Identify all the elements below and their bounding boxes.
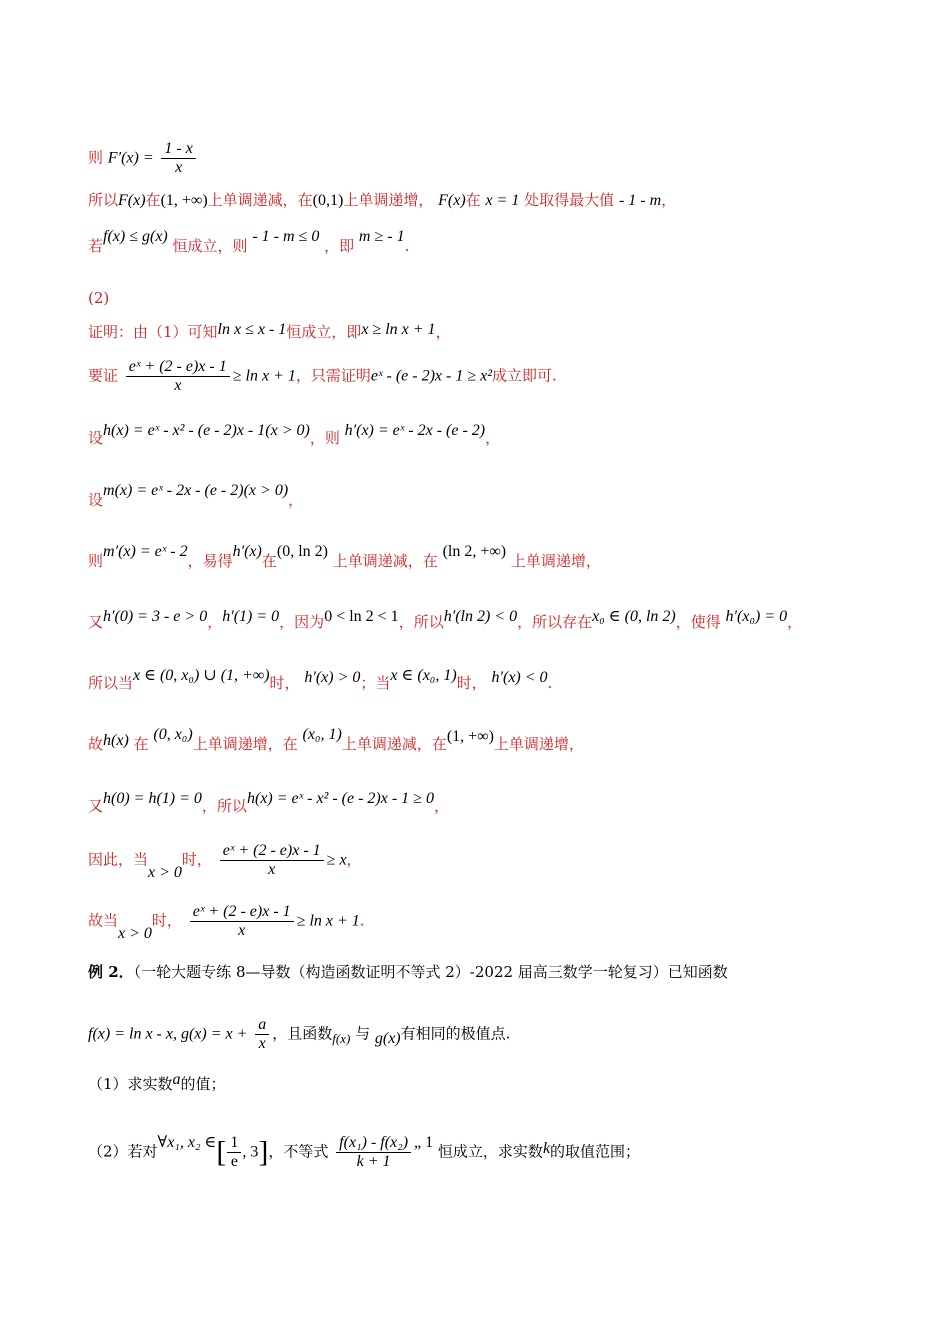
text: 上单调递增， <box>493 735 584 753</box>
formula: F(x) <box>118 192 146 209</box>
text: ，所以存在 <box>517 613 593 631</box>
text: 的取值范围； <box>550 1142 641 1161</box>
text: 上单调递减，在 <box>332 552 438 570</box>
formula: h′(x₀) = 0 <box>725 608 788 625</box>
text: 有相同的极值点. <box>400 1024 511 1043</box>
fraction <box>220 842 324 879</box>
text: ，易得 <box>187 552 233 570</box>
text: ， <box>433 797 449 815</box>
example-2-line-2 <box>88 1016 510 1053</box>
text: 则 <box>88 552 104 570</box>
solution-line-15 <box>88 903 365 940</box>
formula: h(x) = eˣ - x² - (e - 2)x - 1 ≥ 0 <box>246 790 434 807</box>
denominator: k + 1 <box>356 1153 391 1170</box>
text: 成立即可. <box>492 366 557 385</box>
text: 在 <box>261 552 277 570</box>
example-2-heading <box>88 962 728 982</box>
denominator: x <box>258 1035 266 1052</box>
formula: h′(x) = eˣ - 2x - (e - 2) <box>344 422 486 439</box>
formula: (0,1) <box>312 192 344 209</box>
formula: x > 0 <box>148 863 182 881</box>
formula: - 1 - m <box>618 192 662 209</box>
formula: x ≥ ln x + 1 <box>361 321 436 338</box>
example-label: 例 2． <box>88 963 134 981</box>
formula: m′(x) = eˣ - 2 <box>103 543 188 560</box>
formula: f(x) ≤ g(x) <box>103 228 168 245</box>
formula: h′(1) = 0 <box>222 608 280 625</box>
text: ，且函数 <box>272 1024 333 1043</box>
formula: f(x) <box>332 1030 351 1046</box>
formula: , 3 <box>242 1143 259 1161</box>
text: ， <box>787 613 803 631</box>
text: 恒成立，求实数 <box>437 1142 543 1161</box>
text: 处取得最大值 <box>524 191 615 209</box>
text: （一轮大题专练 8—导数（构造函数证明不等式 2）-2022 届高三数学一轮复习）已知函数 <box>133 963 728 981</box>
solution-line-6 <box>88 358 557 395</box>
text: ，所以 <box>201 797 247 815</box>
formula: k <box>542 1139 551 1157</box>
text: ，只需证明 <box>295 366 371 385</box>
text: 所以 <box>88 191 119 209</box>
fraction <box>227 1134 241 1171</box>
text: 设 <box>88 429 104 447</box>
formula: x₀ ∈ (0, ln 2) <box>592 608 676 625</box>
text: ，所以 <box>398 613 444 631</box>
text: 上单调递增，在 <box>192 735 298 753</box>
formula: F′(x) = <box>107 149 154 167</box>
text: ， <box>661 191 677 209</box>
fraction <box>161 140 195 177</box>
solution-line-10 <box>88 608 803 633</box>
part-2-label <box>88 288 109 308</box>
solution-line-14 <box>88 842 362 879</box>
text: ，使得 <box>675 613 721 631</box>
text: 时， <box>456 674 487 692</box>
text: 在 <box>133 735 149 753</box>
text: (2) <box>88 289 110 307</box>
solution-line-12 <box>88 726 584 755</box>
text: 则 <box>88 148 104 167</box>
formula: (1, +∞) <box>446 728 494 745</box>
numerator: eˣ + (2 - e)x - 1 <box>190 903 294 922</box>
formula: g(x) <box>374 1029 401 1047</box>
text: 又 <box>88 797 104 815</box>
formula: ≥ x <box>326 851 347 869</box>
text: 的值； <box>180 1075 226 1093</box>
text: ， <box>435 323 451 341</box>
text: . <box>404 237 410 255</box>
text: 上单调递减，在 <box>207 191 313 209</box>
solution-line-7 <box>88 422 501 449</box>
text: ，则 <box>309 429 340 447</box>
solution-line-1 <box>88 140 199 177</box>
text: 设 <box>88 491 104 509</box>
text: 在 <box>465 191 481 209</box>
text: ，不等式 <box>268 1142 329 1161</box>
formula: h(x) <box>103 732 129 749</box>
text: 与 <box>355 1024 371 1043</box>
denominator: x <box>268 861 276 878</box>
formula: ≥ ln x + 1 <box>296 912 360 930</box>
numerator: eˣ + (2 - e)x - 1 <box>126 358 230 377</box>
numerator: f(x₁) - f(x₂) <box>336 1134 411 1153</box>
formula: a <box>172 1071 181 1088</box>
formula: (x₀, 1) <box>302 726 342 743</box>
text: ， <box>485 429 501 447</box>
bracket-right: ] <box>258 1135 269 1169</box>
formula: ≥ ln x + 1 <box>232 367 296 385</box>
text: 时， <box>151 911 182 930</box>
formula: h′(0) = 3 - e > 0 <box>103 608 208 625</box>
formula: h(0) = h(1) = 0 <box>103 790 202 807</box>
text: 上单调递增， <box>510 552 601 570</box>
numerator: a <box>255 1016 269 1035</box>
formula: (0, ln 2) <box>276 543 328 560</box>
text: 故当 <box>88 911 119 930</box>
fraction <box>336 1134 411 1171</box>
text: 因此，当 <box>88 850 149 869</box>
formula: „ 1 <box>414 1133 434 1151</box>
text: . <box>359 911 365 930</box>
text: 恒成立，即 <box>286 323 362 341</box>
text: ， <box>207 613 223 631</box>
question-1 <box>88 1071 226 1095</box>
text: 恒成立，则 <box>172 237 248 255</box>
text: 在 <box>145 191 161 209</box>
formula: x > 0 <box>118 924 152 942</box>
text: （2）若对 <box>88 1142 158 1161</box>
text: ， <box>346 850 362 869</box>
text: 时， <box>269 674 300 692</box>
numerator: 1 - x <box>161 140 195 159</box>
solution-line-11 <box>88 667 553 694</box>
text: 上单调递减，在 <box>341 735 447 753</box>
denominator: x <box>238 922 246 939</box>
text: 又 <box>88 613 104 631</box>
denominator: x <box>174 377 182 394</box>
text: 故 <box>88 735 104 753</box>
formula: x ∈ (0, x₀) ∪ (1, +∞) <box>133 667 270 684</box>
numerator: eˣ + (2 - e)x - 1 <box>220 842 324 861</box>
solution-line-13 <box>88 790 449 817</box>
solution-line-5 <box>88 322 451 343</box>
text: ，因为 <box>279 613 325 631</box>
text: ，即 <box>324 237 355 255</box>
formula: (1, +∞) <box>160 192 208 209</box>
solution-line-2 <box>88 190 676 211</box>
text: ， <box>288 491 304 509</box>
text: . <box>547 674 553 692</box>
text: 证明：由（1）可知 <box>88 323 218 341</box>
formula: h′(x) > 0 <box>304 669 361 686</box>
formula: F(x) <box>438 192 466 209</box>
fraction <box>126 358 230 395</box>
formula: ln x ≤ x - 1 <box>217 321 287 338</box>
formula: m ≥ - 1 <box>358 228 405 245</box>
fraction <box>255 1016 269 1053</box>
formula: m(x) = eˣ - 2x - (e - 2)(x > 0) <box>103 482 289 499</box>
denominator: e <box>230 1153 238 1170</box>
formula: x ∈ (x₀, 1) <box>390 667 457 684</box>
formula: h′(ln 2) < 0 <box>443 608 518 625</box>
text: 所以当 <box>88 674 134 692</box>
formula: h′(x) < 0 <box>491 669 548 686</box>
bracket-left: [ <box>216 1135 227 1169</box>
text: （1）求实数 <box>88 1075 173 1093</box>
formula: h(x) = eˣ - x² - (e - 2)x - 1(x > 0) <box>103 422 310 439</box>
formula: eˣ - (e - 2)x - 1 ≥ x² <box>370 367 493 385</box>
text: 若 <box>88 237 104 255</box>
denominator: x <box>175 159 183 176</box>
solution-line-9 <box>88 543 601 572</box>
formula: 0 < ln 2 < 1 <box>324 608 399 625</box>
solution-line-8 <box>88 482 304 511</box>
fraction <box>190 903 294 940</box>
text: 要证 <box>88 366 119 385</box>
formula: x = 1 <box>485 192 520 209</box>
formula: (0, x₀) <box>153 726 193 743</box>
solution-line-3 <box>88 228 410 257</box>
question-2 <box>88 1134 640 1171</box>
text: 上单调递增， <box>343 191 434 209</box>
text: ；当 <box>360 674 391 692</box>
formula: - 1 - m ≤ 0 <box>252 228 320 245</box>
formula: f(x) = ln x - x, g(x) = x + <box>88 1025 248 1043</box>
formula: (ln 2, +∞) <box>442 543 507 560</box>
text: 时， <box>181 850 212 869</box>
formula: h′(x) <box>232 543 262 560</box>
numerator: 1 <box>227 1134 241 1153</box>
formula: ∀x₁, x₂ ∈ <box>157 1133 217 1151</box>
